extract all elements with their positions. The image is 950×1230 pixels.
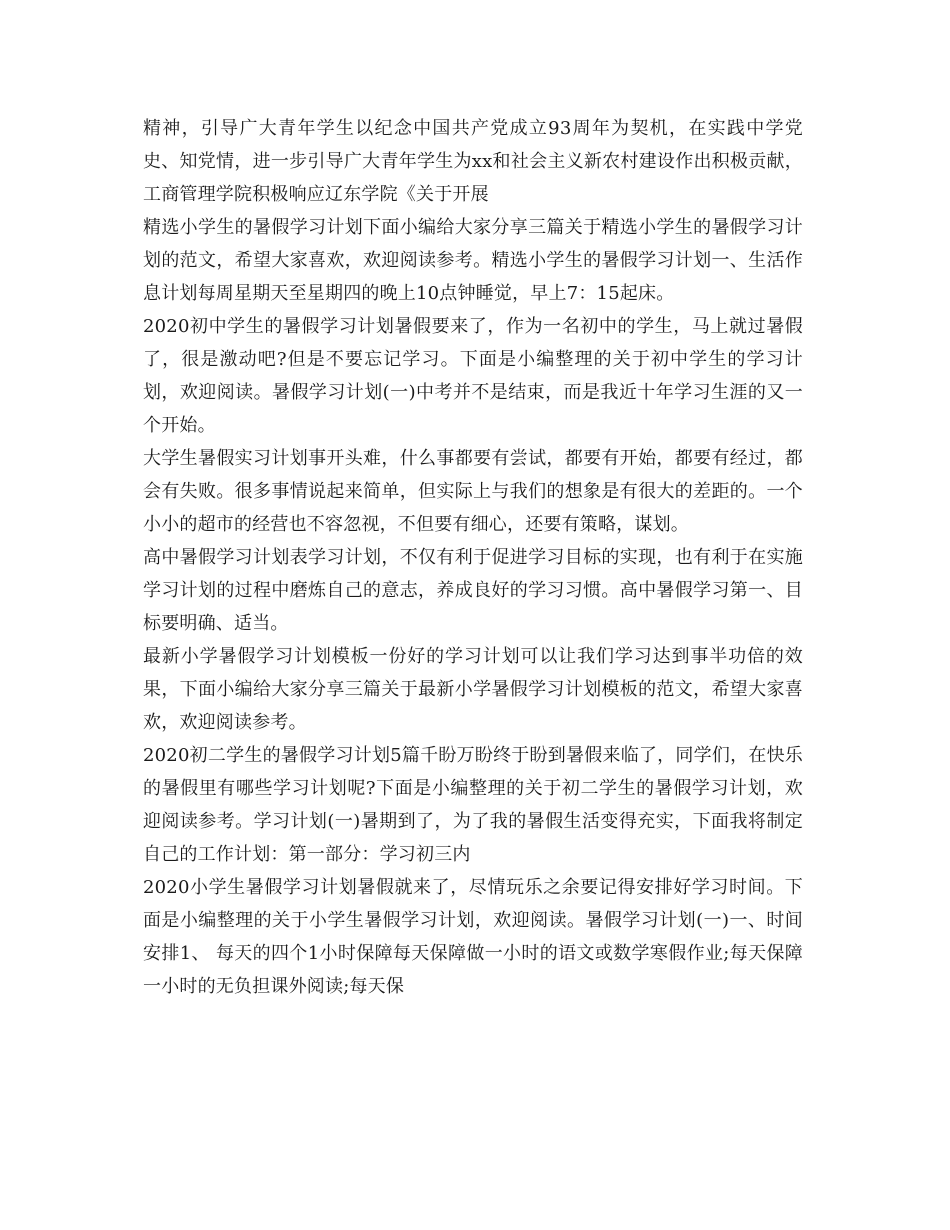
document-body xyxy=(143,112,803,1003)
paragraph-2: 精选小学生的暑假学习计划下面小编给大家分享三篇关于精选小学生的暑假学习计划的范文，希望大家喜欢，欢迎阅读参考。精选小学生的暑假学习计划一、生活作息计划每周星期天至星期四的晚上10点钟睡觉，早上7：15起床。 xyxy=(143,217,803,304)
paragraph-3: 2020初中学生的暑假学习计划暑假要来了，作为一名初中的学生，马上就过暑假了，很是激动吧?但是不要忘记学习。下面是小编整理的关于初中学生的学习计划，欢迎阅读。暑假学习计划(一)中考并不是结束，而是我近十年学习生涯的又一个开始。 xyxy=(143,316,803,436)
paragraph-6: 最新小学暑假学习计划模板一份好的学习计划可以让我们学习达到事半功倍的效果，下面小编给大家分享三篇关于最新小学暑假学习计划模板的范文，希望大家喜欢，欢迎阅读参考。 xyxy=(143,646,803,733)
paragraph-7: 2020初二学生的暑假学习计划5篇千盼万盼终于盼到暑假来临了，同学们，在快乐的暑假里有哪些学习计划呢?下面是小编整理的关于初二学生的暑假学习计划，欢迎阅读参考。学习计划(一)暑期到了，为了我的暑假生活变得充实，下面我将制定自己的工作计划：第一部分：学习初三内 xyxy=(143,745,803,865)
paragraph-4: 大学生暑假实习计划事开头难，什么事都要有尝试，都要有开始，都要有经过，都会有失败。很多事情说起来简单，但实际上与我们的想象是有很大的差距的。一个小小的超市的经营也不容忽视，不但要有细心，还要有策略，谋划。 xyxy=(143,448,803,535)
paragraph-8: 2020小学生暑假学习计划暑假就来了，尽情玩乐之余要记得安排好学习时间。下面是小编整理的关于小学生暑假学习计划，欢迎阅读。暑假学习计划(一)一、时间安排1、 每天的四个1小时保障每天保障做一小时的语文或数学寒假作业;每天保障一小时的无负担课外阅读;每天保 xyxy=(143,877,803,997)
paragraph-1: 精神，引导广大青年学生以纪念中国共产党成立93周年为契机，在实践中学党史、知党情，进一步引导广大青年学生为xx和社会主义新农村建设作出积极贡献，工商管理学院积极响应辽东学院《关于开展 xyxy=(143,118,803,205)
paragraph-5: 高中暑假学习计划表学习计划，不仅有利于促进学习目标的实现，也有利于在实施学习计划的过程中磨炼自己的意志，养成良好的学习习惯。高中暑假学习第一、目标要明确、适当。 xyxy=(143,547,803,634)
